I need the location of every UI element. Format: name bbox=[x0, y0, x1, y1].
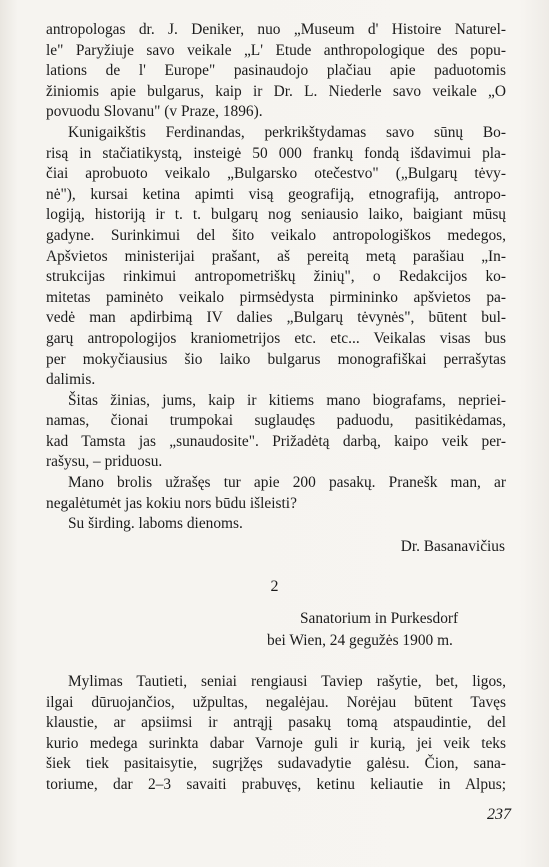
letter-number: 2 bbox=[270, 578, 279, 595]
text-line: ilgai dūruojančios, užpultas, negalėjau. Norėjau būtent Tavęs bbox=[46, 693, 506, 711]
text-line: kurio medega surinkta dabar Varnoje guli ir kurią, jei veik teks bbox=[46, 734, 506, 752]
text-line: žiniomis apie bulgarus, kaip ir Dr. L. Niederle savo veikale „O bbox=[46, 82, 506, 100]
text-line: Šitas žinias, jums, kaip ir kitiems mano biografams, nepriei- bbox=[68, 391, 506, 409]
text-line: risą in stačiatikystą, insteigė 50 000 frankų fondą išdavimui pla- bbox=[46, 144, 506, 162]
text-line: povuodu Slovanu" (v Praze, 1896). bbox=[46, 103, 263, 121]
text-line: nė"), kursai ketina apimti visą geografiją, etnografiją, antropo- bbox=[46, 185, 506, 203]
text-line: klaustie, ar apsiimsi ir antrąjį pasakų tomą atspaudintie, del bbox=[46, 714, 506, 732]
text-line: gadyne. Surinkimui del šito veikalo antropologiškos medegos, bbox=[46, 226, 506, 244]
text-line: mitetas paminėto veikalo pirmsėdysta pirmininko apšvietos pa- bbox=[46, 288, 506, 306]
text-line: kad Tamsta jas „sunaudosite". Prižadėtą darbą, kaipo veik per- bbox=[46, 432, 506, 450]
letter-1-body bbox=[46, 20, 506, 535]
signature: Dr. Basanavičius bbox=[400, 538, 505, 555]
text-line: toriume, dar 2–3 savaiti prabuvęs, ketinu keliautie in Alpus; bbox=[46, 775, 506, 793]
text-line: le" Paryžiuje savo veikale „L' Etude anthropologique des popu- bbox=[46, 41, 506, 59]
paragraph-3 bbox=[46, 391, 506, 473]
text-line: Su širding. laboms dienoms. bbox=[68, 515, 243, 533]
place-line-2: bei Wien, 24 gegužės 1900 m. bbox=[267, 632, 453, 649]
paragraph-4 bbox=[46, 473, 506, 514]
closing-line bbox=[46, 514, 506, 535]
text-line: namas, čionai trumpokai suglaudęs paduodu, pasitikėdamas, bbox=[46, 412, 506, 430]
text-line: lations de l' Europe" pasinaudojo plačiau apie paduotomis bbox=[46, 62, 506, 80]
text-line: Apšvietos ministerijai prašant, aš pereitą metą parašiau „In- bbox=[46, 247, 506, 265]
text-line: per mokyčiausius šio laiko bulgarus monografiškai perrašytas bbox=[46, 350, 506, 368]
place-line-1: Sanatorium in Purkesdorf bbox=[300, 610, 459, 627]
paragraph-1 bbox=[46, 20, 506, 123]
text-line: antropologas dr. J. Deniker, nuo „Museum d' Histoire Naturel- bbox=[46, 21, 506, 38]
text-line: strukcijas rinkimui antropometriškų žinių", o Redakcijos ko- bbox=[46, 268, 506, 286]
text-line: čiai aprobuoto veikalo „Bulgarsko otečestvo" („Bulgarų tėvy- bbox=[46, 165, 506, 183]
text-line: Kunigaikštis Ferdinandas, perkrikštydamas savo sūnų Bo- bbox=[68, 123, 506, 141]
text-line: Mano brolis užrašęs tur apie 200 pasakų. Pranešk man, ar bbox=[68, 474, 506, 492]
letter-2-body bbox=[46, 672, 506, 796]
paragraph-2 bbox=[46, 123, 506, 391]
text-line: Mylimas Tautieti, seniai rengiausi Taviep rašytie, bet, ligos, bbox=[68, 673, 506, 690]
page-number: 237 bbox=[487, 806, 511, 823]
text-line: garų antropologijos kraniometrijos etc. etc... Veikalas visas bus bbox=[46, 329, 506, 347]
text-line: dalimis. bbox=[46, 371, 96, 389]
text-line: logiją, historiją ir t. t. bulgarų nog seniausio laiko, baigiant mūsų bbox=[46, 206, 506, 224]
text-line: vedė man apdirbimą IV dalies „Bulgarų tėvynės", būtent bul- bbox=[46, 309, 506, 327]
text-line: rašysu, – priduosu. bbox=[46, 453, 163, 471]
text-line: negalėtumėt jas kokiu nors būdu išleisti? bbox=[46, 494, 297, 512]
text-line: šiek tiek pasitaisytie, sugrįžęs sudavadytie galėsu. Čion, sana- bbox=[46, 755, 506, 773]
